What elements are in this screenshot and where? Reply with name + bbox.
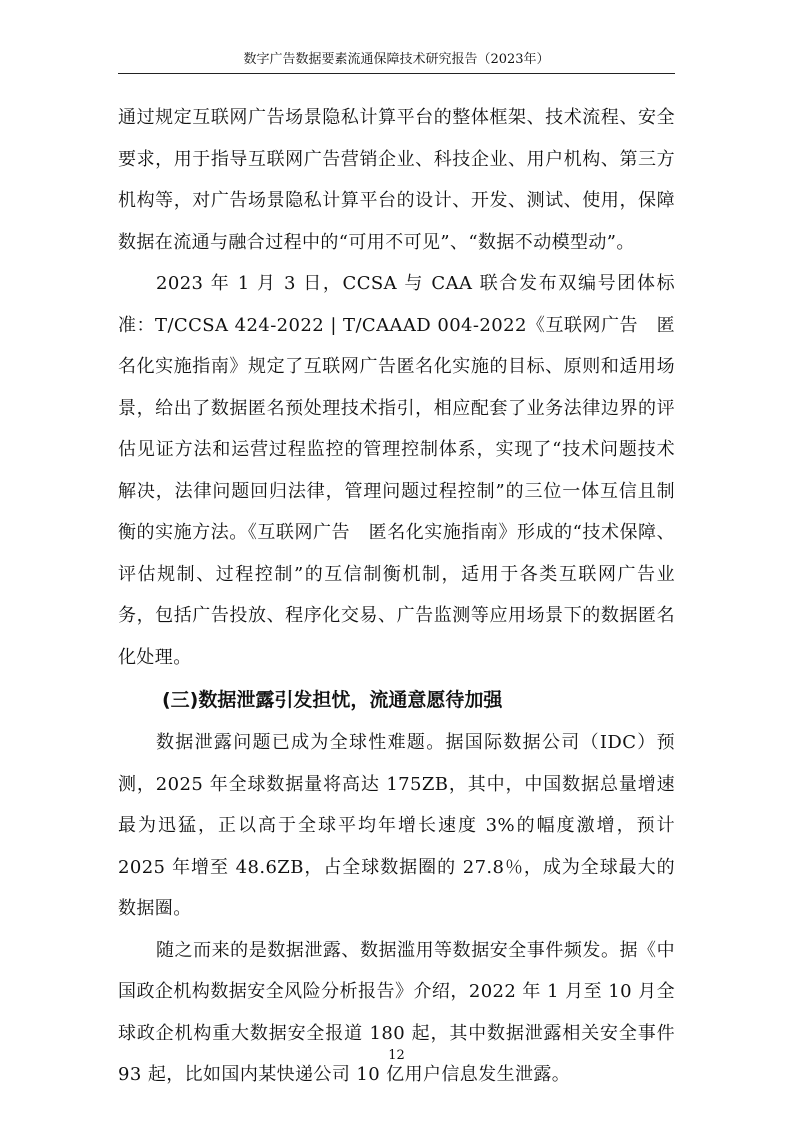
section-heading: (三)数据泄露引发担忧，流通意愿待加强	[162, 689, 503, 711]
header-divider	[118, 73, 675, 74]
page-number: 12	[388, 1048, 405, 1063]
page-body	[118, 97, 675, 1096]
body-paragraph: 数据泄露问题已成为全球性难题。据国际数据公司（IDC）预测，2025 年全球数据量将高达 175ZB，其中，中国数据总量增速最为迅猛，正以高于全球平均年增长速度 3%的幅度激增，预计 2025 年增至 48.6ZB，占全球数据圈的 27.8％，成为全球最大的数据圈。	[118, 732, 675, 919]
body-paragraph: 通过规定互联网广告场景隐私计算平台的整体框架、技术流程、安全要求，用于指导互联网广告营销企业、科技企业、用户机构、第三方机构等，对广告场景隐私计算平台的设计、开发、测试、使用，保障数据在流通与融合过程中的“可用不可见”、“数据不动模型动”。	[118, 107, 675, 253]
body-paragraph: 随之而来的是数据泄露、数据滥用等数据安全事件频发。据《中国政企机构数据安全风险分析报告》介绍，2022 年 1 月至 10 月全球政企机构重大数据安全报道 180 起，其中数据泄露相关安全事件 93 起，比如国内某快递公司 10 亿用户信息发生泄露。	[118, 939, 675, 1085]
running-header: 数字广告数据要素流通保障技术研究报告（2023年）	[243, 52, 550, 67]
body-paragraph: 2023 年 1 月 3 日，CCSA 与 CAA 联合发布双编号团体标准：T/CCSA 424-2022 | T/CAAAD 004-2022《互联网广告 匿名化实施指南》规定了互联网广告匿名化实施的目标、原则和适用场景，给出了数据匿名预处理技术指引，相应配套了业务法律边界的评估见证方法和运营过程监控的管理控制体系，实现了“技术问题技术解决，法律问题回归法律，管理问题过程控制”的三位一体互信且制衡的实施方法。《互联网广告 匿名化实施指南》形成的“技术保障、评估规制、过程控制”的互信制衡机制，适用于各类互联网广告业务，包括广告投放、程序化交易、广告监测等应用场景下的数据匿名化处理。	[118, 273, 675, 668]
